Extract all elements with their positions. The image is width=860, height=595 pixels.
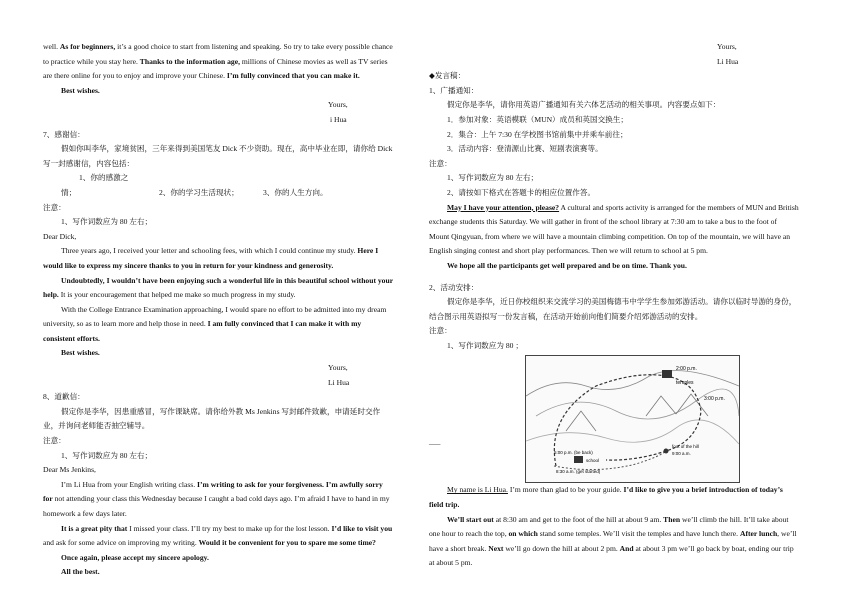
section-heading-8: 8、道歉信： — [43, 392, 85, 402]
map-label: 2:00 p.m. — [676, 366, 697, 373]
salutation: Dear Dick, — [43, 231, 77, 241]
broadcast-paragraph-1: May I have your attention, please? A cultural and sports activity is arranged for the members of MUN and British exchange students this Saturday. We will gather in front of the school library at 7:30 am to take a bus to the foot of Mount Qingyuan, from where we will have a mountain climbing competition. On top of the mountain, we will have an English singing contest and short play performances. Then we will return to school at 5 pm. — [429, 202, 799, 256]
signature-yours: Yours, — [328, 363, 348, 373]
note-item: 1、写作词数应为 80 左右； — [61, 217, 153, 227]
letter-7-paragraph-2: Undoubtedly, I wouldn’t have been enjoying such a wonderful life in this beautiful school without your help. It is your encouragement that helped me make so much progress in my study. — [43, 275, 393, 300]
map-label: foot of the hill — [672, 444, 699, 450]
closing-line: Best wishes. — [61, 348, 100, 358]
task-point: 3．活动内容：登清源山比赛、短剧表演赛等。 — [447, 144, 603, 154]
task-activity-prompt: 假定你是李华，近日你校组织来交流学习的美国梅德韦中学学生参加郊游活动。请你以临时导游的身份，结合图示用英语拟写一份发言稿，在活动开始前向他们简要介绍郊游活动的安排。 — [429, 297, 797, 321]
note-item: 1、写作词数应为 80 左右； — [61, 450, 153, 460]
note-item: 1、写作词数应为 80 ； — [447, 340, 523, 350]
broadcast-paragraph-2: We hope all the participants get well prepared and be on time. Thank you. — [447, 260, 687, 270]
section-heading-activity: 2、活动安排： — [429, 282, 479, 292]
letter-8-paragraph-2: It is a great pity that I missed your class. I’ll try my best to make up for the lost lesson. I’d like to visit you and ask for some advice on improving my writing. Would it be convenient for you to spare me some time? — [43, 523, 393, 548]
speech-paragraph-2: We’ll start out at 8:30 am and get to the foot of the hill at about 9 am. Then we’ll climb the hill. It’ll take about one hour to reach the top, on which stand some temples. We’ll visit the temples and have lunch there. After lunch, we’ll have a short break. Next we’ll go down the hill at about 2 pm. And at about 3 pm we’ll go back by boat, ending our trip at about 5 pm. — [429, 514, 797, 568]
note-item: 2、请按如下格式在答题卡的相应位置作答。 — [447, 187, 596, 197]
speech-heading: ◆发言稿： — [429, 71, 466, 81]
letter-8-paragraph-1: I’m Li Hua from your English writing class. I’m writing to ask for your forgiveness. I’m awfully sorry for not attending your class this Wednesday because I caught a bad cold days ago. I’m afraid I have to hand in my homework a few days later. — [43, 479, 390, 518]
note-label: 注意： — [429, 158, 452, 168]
map-label: 9:00 a.m. — [672, 451, 691, 457]
task-7-points: 1、你的感激之情； 2、你的学习生活现状； 3、你的人生方向。 — [61, 173, 328, 197]
map-label: school — [586, 458, 600, 464]
letter-8-paragraph-3: Once again, please accept my sincere apology. — [61, 552, 209, 562]
speech-paragraph-1: My name is Li Hua. I’m more than glad to be your guide. I’d like to give you a brief introduction of today’s field trip. — [429, 485, 783, 510]
map-label: 3:00 p.m. — [704, 396, 725, 403]
map-row — [429, 355, 799, 483]
spacer — [429, 274, 799, 281]
signature-yours: Yours, — [328, 100, 348, 110]
map-label: temples — [676, 380, 694, 387]
letter-7-paragraph-3: With the College Entrance Examination approaching, I would spare no effort to be admitted into my dream university, so as to learn more and help those in need. I am fully convinced that I can make it with my consistent efforts. — [43, 304, 387, 343]
signature-name: Li Hua — [717, 56, 739, 66]
letter-6-paragraph: well. As for beginners, it’s a good choice to start from listening and speaking. So try to take every possible chance to practice while you stay here. Thanks to the information age, millions of Chinese movies as well as TV series are there online for you to enjoy and improve your Chinese. I’m fully convinced that you can make it. — [43, 42, 393, 81]
blank-line: ___ — [429, 437, 441, 447]
task-broadcast-prompt: 假定你是李华，请你用英语广播通知有关六体艺活动的相关事项。内容要点如下： — [447, 100, 721, 110]
salutation: Dear Ms Jenkins, — [43, 465, 96, 475]
signature-yours: Yours, — [717, 42, 737, 51]
note-item: 1、写作词数应为 80 左右； — [447, 173, 539, 183]
signature-name: Li Hua — [328, 377, 350, 387]
section-heading-broadcast: 1、广播通知： — [429, 85, 479, 95]
trip-route-map — [525, 355, 740, 483]
right-column — [429, 40, 799, 571]
map-illustration — [526, 356, 739, 482]
note-label: 注意： — [43, 436, 66, 446]
closing-line: Best wishes. — [61, 85, 100, 95]
task-7-prompt: 假如你叫李华，家境贫困，三年来得到美国笔友 Dick 不少资助。现在，高中毕业在即，请你给 Dick 写一封感谢信，内容包括： — [43, 144, 393, 168]
closing-line: All the best. — [61, 567, 100, 577]
section-heading-7: 7、感谢信： — [43, 129, 85, 139]
map-label: 5:00 p.m. (be back) — [554, 450, 593, 456]
left-column — [43, 40, 394, 580]
letter-7-paragraph-1: Three years ago, I received your letter and schooling fees, with which I could continue my study. Here I would like to express my sincere thanks to you in return for your kindness and generosity. — [43, 246, 379, 270]
note-label: 注意： — [43, 202, 66, 212]
task-point: 1．参加对象：英语模联（MUN）成员和英国交换生； — [447, 114, 628, 124]
note-label: 注意： — [429, 326, 452, 336]
task-point: 2．集合：上午 7:30 在学校图书馆前集中并乘车前往； — [447, 129, 628, 139]
map-label: 8:30 a.m. (get started) — [556, 469, 601, 475]
signature-name: i Hua — [330, 114, 347, 124]
task-8-prompt: 假定你是李华，因患重感冒，写作课缺席。请你给外教 Ms Jenkins 写封邮件致歉，申请延时交作业，并询问老师能否抽空辅导。 — [43, 406, 381, 431]
